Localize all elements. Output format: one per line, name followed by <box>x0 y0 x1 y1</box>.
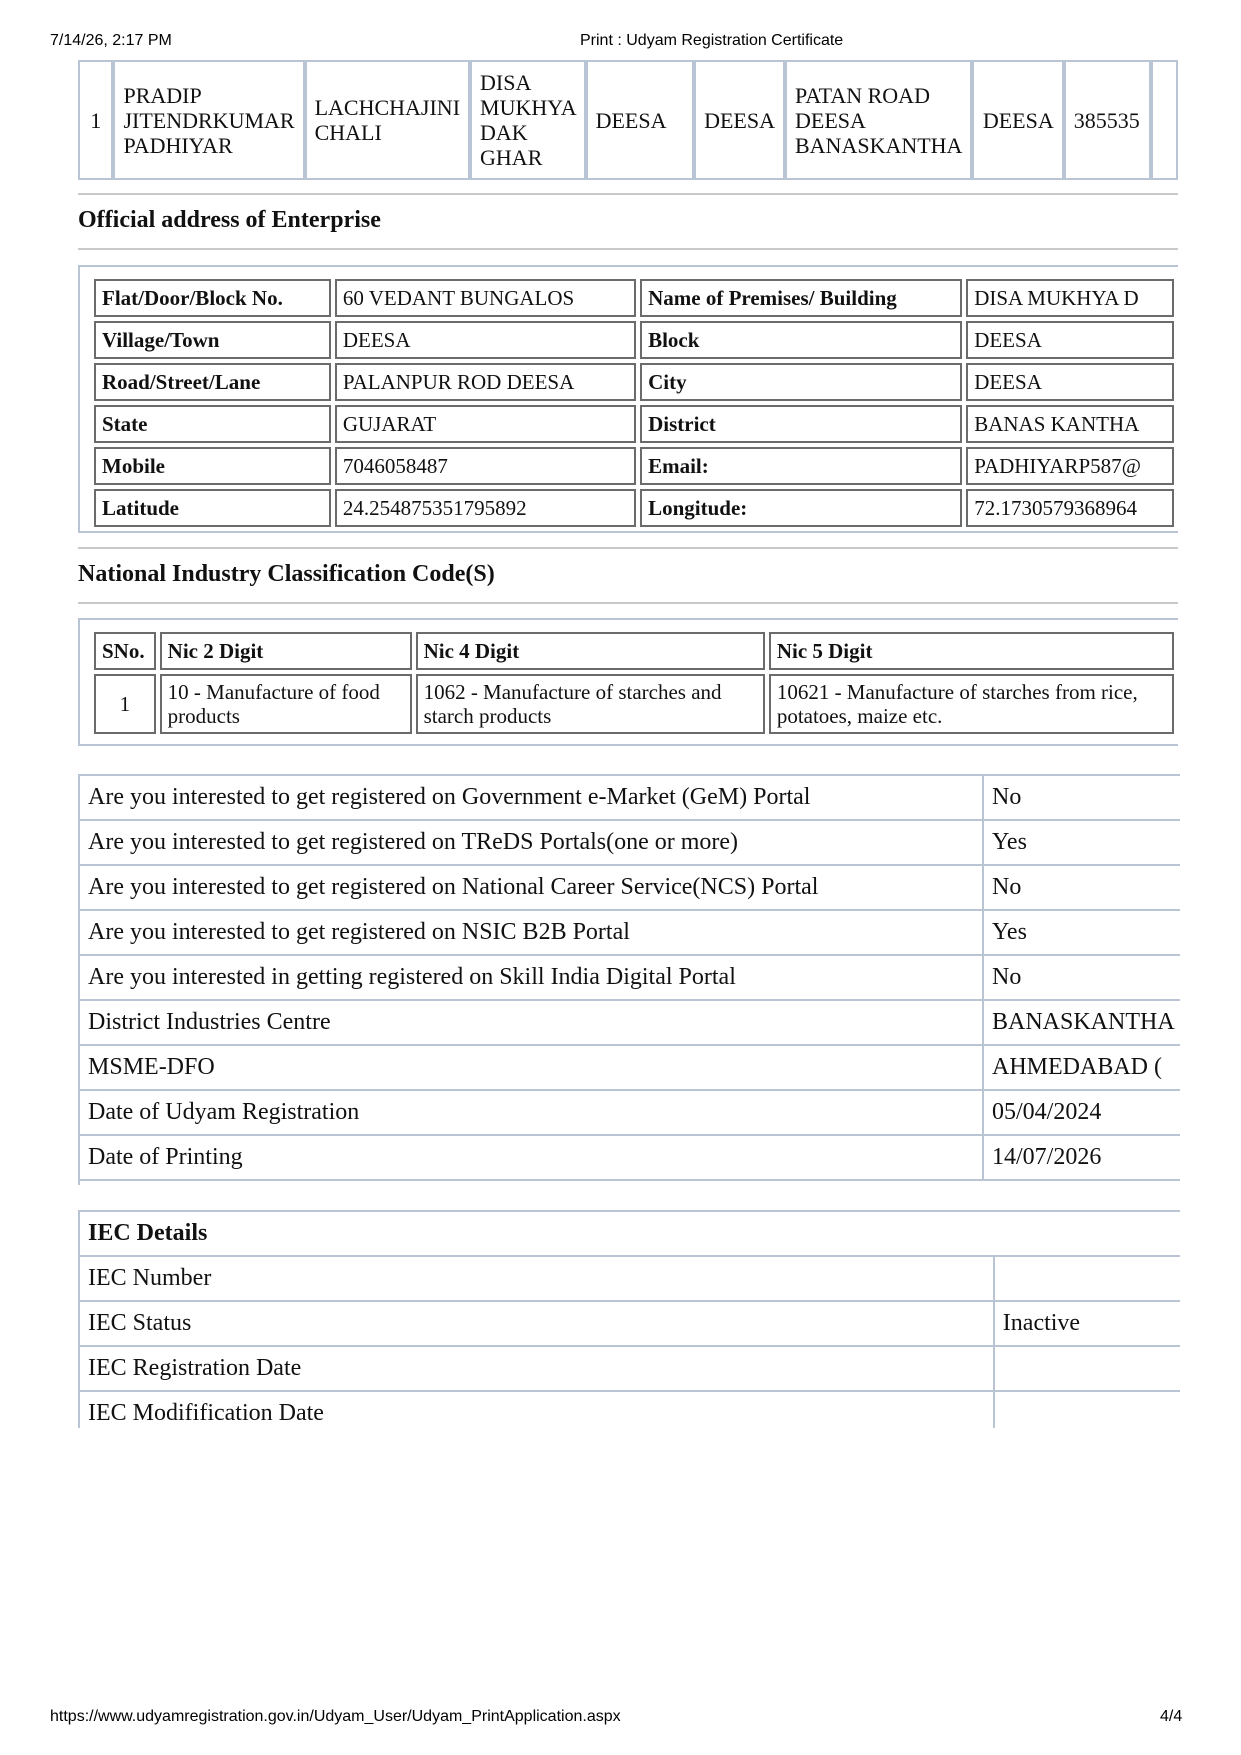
iec-details-table <box>78 1210 1180 1428</box>
address-label: Road/Street/Lane <box>94 363 331 401</box>
address-label: Name of Premises/ Building <box>640 279 962 317</box>
iec-label: IEC Status <box>80 1302 993 1347</box>
address-label: Longitude: <box>640 489 962 527</box>
iec-value: Inactive <box>993 1302 1180 1347</box>
official-address-title: Official address of Enterprise <box>78 207 381 233</box>
question-answer: No <box>984 776 1180 821</box>
official-address-table <box>78 265 1178 533</box>
question-answer: Yes <box>984 911 1180 956</box>
divider <box>78 547 1178 549</box>
address-value: PADHIYARP587@ <box>966 447 1174 485</box>
iec-title: IEC Details <box>80 1212 1180 1257</box>
divider <box>78 248 1178 250</box>
question-label: MSME-DFO <box>80 1046 984 1091</box>
table-row <box>80 1136 1180 1181</box>
nic-header-row <box>94 632 1174 670</box>
page-number: 4/4 <box>1160 1708 1183 1725</box>
owner-pin: 385535 <box>1064 60 1151 180</box>
owner-block: DEESA <box>694 60 785 180</box>
table-row <box>94 447 1174 485</box>
table-row <box>80 776 1180 821</box>
question-label: Date of Printing <box>80 1136 984 1181</box>
nic-header-4digit: Nic 4 Digit <box>416 632 765 670</box>
address-label: City <box>640 363 962 401</box>
owner-name: PRADIP JITENDRKUMAR PADHIYAR <box>113 60 304 180</box>
address-value: DEESA <box>966 321 1174 359</box>
iec-value <box>993 1347 1180 1392</box>
print-title: Print : Udyam Registration Certificate <box>580 32 844 49</box>
registration-questions-table <box>78 774 1180 1185</box>
address-value: BANAS KANTHA <box>966 405 1174 443</box>
nic-4digit: 1062 - Manufacture of starches and starch products <box>416 674 765 734</box>
address-label: State <box>94 405 331 443</box>
divider <box>78 193 1178 195</box>
nic-table <box>78 618 1178 746</box>
table-row <box>80 866 1180 911</box>
table-row <box>80 1392 1180 1428</box>
table-row <box>94 321 1174 359</box>
address-label: Village/Town <box>94 321 331 359</box>
address-value: DISA MUKHYA D <box>966 279 1174 317</box>
address-value: 7046058487 <box>335 447 636 485</box>
nic-header-sno: SNo. <box>94 632 156 670</box>
iec-value <box>993 1257 1180 1302</box>
question-answer: No <box>984 956 1180 1001</box>
question-answer: No <box>984 866 1180 911</box>
table-row <box>94 279 1174 317</box>
address-label: Latitude <box>94 489 331 527</box>
table-row <box>94 363 1174 401</box>
question-answer: Yes <box>984 821 1180 866</box>
address-label: Flat/Door/Block No. <box>94 279 331 317</box>
address-label: Mobile <box>94 447 331 485</box>
table-row <box>80 1257 1180 1302</box>
page-url: https://www.udyamregistration.gov.in/Udyam_User/Udyam_PrintApplication.aspx <box>50 1708 621 1725</box>
table-row <box>80 1302 1180 1347</box>
address-label: Block <box>640 321 962 359</box>
table-row <box>80 1046 1180 1091</box>
address-value: DEESA <box>966 363 1174 401</box>
table-row <box>78 60 1178 180</box>
owner-address-2: DISA MUKHYA DAK GHAR <box>470 60 586 180</box>
question-answer: AHMEDABAD ( <box>984 1046 1180 1091</box>
address-value: 60 VEDANT BUNGALOS <box>335 279 636 317</box>
table-row <box>94 674 1174 734</box>
nic-2digit: 10 - Manufacture of food products <box>160 674 412 734</box>
question-label: Are you interested to get registered on National Career Service(NCS) Portal <box>80 866 984 911</box>
nic-header-2digit: Nic 2 Digit <box>160 632 412 670</box>
nic-sno: 1 <box>94 674 156 734</box>
table-row <box>94 405 1174 443</box>
iec-label: IEC Modifification Date <box>80 1392 993 1428</box>
address-label: Email: <box>640 447 962 485</box>
iec-label: IEC Number <box>80 1257 993 1302</box>
question-label: Are you interested to get registered on NSIC B2B Portal <box>80 911 984 956</box>
owner-sno: 1 <box>78 60 113 180</box>
nic-5digit: 10621 - Manufacture of starches from rice, potatoes, maize etc. <box>769 674 1174 734</box>
address-value: 24.254875351795892 <box>335 489 636 527</box>
question-label: District Industries Centre <box>80 1001 984 1046</box>
nic-title: National Industry Classification Code(S) <box>78 561 495 587</box>
question-label: Are you interested in getting registered on Skill India Digital Portal <box>80 956 984 1001</box>
question-label: Are you interested to get registered on Government e-Market (GeM) Portal <box>80 776 984 821</box>
print-datetime: 7/14/26, 2:17 PM <box>50 32 172 49</box>
iec-header-row <box>80 1212 1180 1257</box>
table-row <box>80 821 1180 866</box>
address-label: District <box>640 405 962 443</box>
question-answer: 05/04/2024 <box>984 1091 1180 1136</box>
table-row <box>94 489 1174 527</box>
address-value: PALANPUR ROD DEESA <box>335 363 636 401</box>
table-row <box>80 1347 1180 1392</box>
table-row <box>80 1091 1180 1136</box>
nic-header-5digit: Nic 5 Digit <box>769 632 1174 670</box>
question-answer: BANASKANTHA <box>984 1001 1180 1046</box>
iec-label: IEC Registration Date <box>80 1347 993 1392</box>
question-label: Are you interested to get registered on TReDS Portals(one or more) <box>80 821 984 866</box>
iec-value <box>993 1392 1180 1428</box>
owner-village: DEESA <box>586 60 695 180</box>
address-value: GUJARAT <box>335 405 636 443</box>
address-value: 72.1730579368964 <box>966 489 1174 527</box>
owner-address-1: LACHCHAJINI CHALI <box>305 60 470 180</box>
question-label: Date of Udyam Registration <box>80 1091 984 1136</box>
table-row <box>80 1001 1180 1046</box>
owner-row-table <box>78 60 1178 180</box>
divider <box>78 602 1178 604</box>
owner-road: PATAN ROAD DEESA BANASKANTHA <box>785 60 972 180</box>
table-row <box>80 911 1180 956</box>
table-row <box>80 956 1180 1001</box>
address-value: DEESA <box>335 321 636 359</box>
owner-city: DEESA <box>972 60 1063 180</box>
question-answer: 14/07/2026 <box>984 1136 1180 1181</box>
